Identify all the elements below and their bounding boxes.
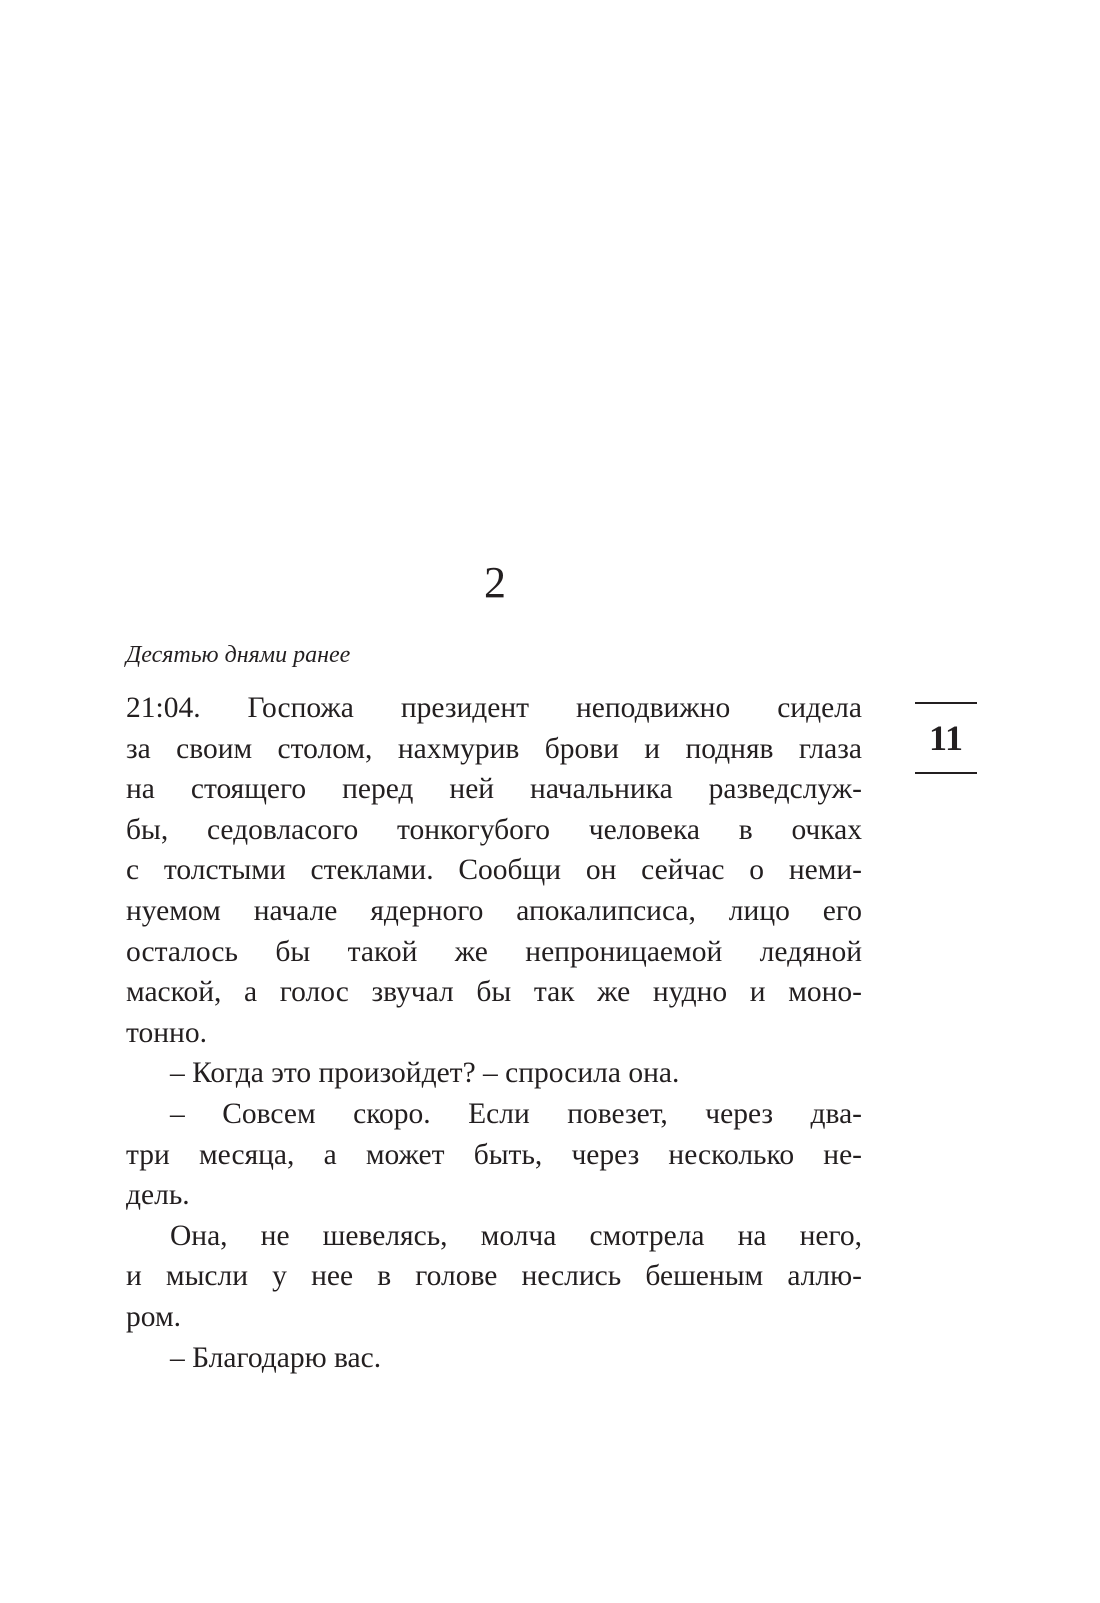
text-line: 21:04. Госпожа президент неподвижно сидела	[126, 692, 862, 724]
text-line: – Совсем скоро. Если повезет, через два-	[170, 1097, 862, 1130]
text-line: Она, не шевелясь, молча смотрела на него,	[170, 1219, 862, 1252]
text-line: и мысли у нее в голове неслись бешеным аллю-	[126, 1260, 862, 1293]
text-line: бы, седовласого тонкогубого человека в очках	[126, 813, 862, 846]
text-line: – Благодарю вас.	[170, 1341, 382, 1374]
text-line: – Когда это произойдет? – спросила она.	[170, 1057, 680, 1090]
text-line: с толстыми стеклами. Сообщи он сейчас о неми-	[126, 854, 862, 887]
text-line: тонно.	[126, 1016, 207, 1049]
body-text	[126, 688, 862, 1378]
bottom-rule	[915, 772, 977, 774]
text-line: нуемом начале ядерного апокалипсиса, лицо его	[126, 894, 862, 927]
page-number-box	[915, 702, 977, 774]
page-number: 11	[928, 718, 963, 758]
text-line: три месяца, а может быть, через несколько не-	[126, 1138, 862, 1171]
text-line: маской, а голос звучал бы так же нудно и моно-	[126, 976, 862, 1009]
text-line: на стоящего перед ней начальника разведслуж-	[126, 773, 862, 806]
text-line: ром.	[126, 1300, 181, 1333]
text-line: за своим столом, нахмурив брови и подняв глаза	[126, 732, 862, 765]
chapter-epigraph: Десятью днями ранее	[126, 642, 351, 668]
text-line: осталось бы такой же непроницаемой ледяной	[126, 935, 862, 968]
text-line: дель.	[126, 1179, 190, 1212]
chapter-number: 2	[484, 558, 506, 607]
